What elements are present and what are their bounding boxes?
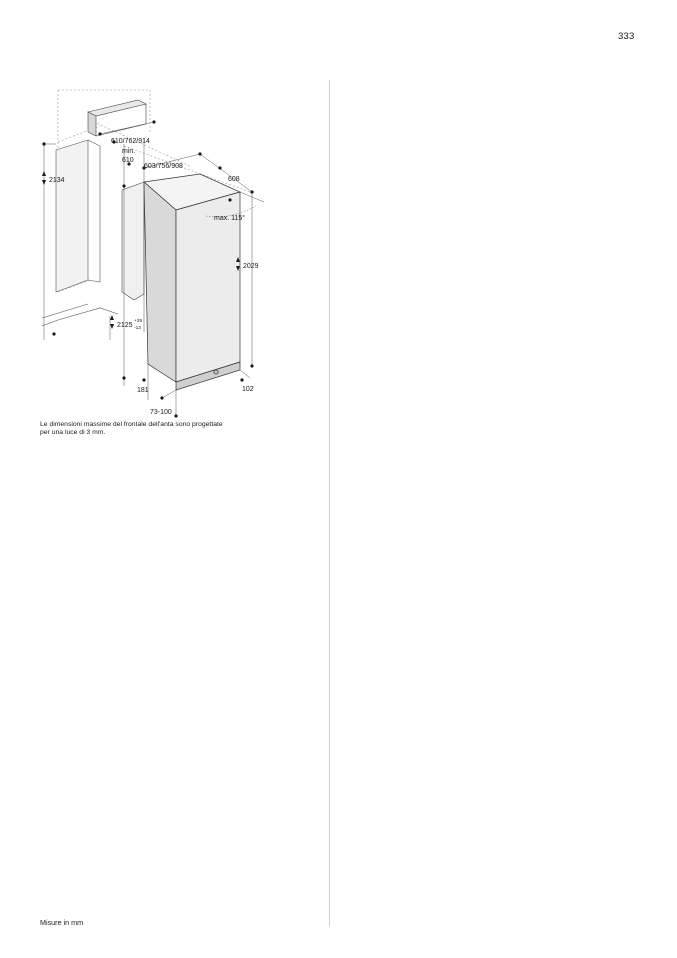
- caption-line-1: Le dimensioni massime del frontale dell'anta sono progettate: [40, 421, 223, 428]
- dim-610-762-914: 610/762/914: [111, 138, 150, 145]
- dim-min-label: min.: [122, 148, 136, 155]
- diagram-caption: [40, 421, 270, 438]
- niche-body: [122, 182, 144, 300]
- appliance-body: [144, 174, 240, 390]
- dim-max-angle: max. 115°: [214, 215, 246, 222]
- cabinet-side-panel: [42, 140, 118, 326]
- units-note: Misure in mm: [40, 918, 84, 927]
- dim-2029: 2029: [243, 263, 259, 270]
- page-number: 333: [618, 31, 635, 42]
- dim-tolerance-minus: -13: [134, 326, 141, 331]
- dim-tolerance-plus: +35: [134, 319, 143, 324]
- column-divider: [329, 80, 330, 926]
- installation-diagram: [30, 82, 280, 422]
- dim-min-610: 610: [122, 157, 134, 164]
- caption-line-2: per una luce di 3 mm.: [40, 429, 106, 437]
- dim-608: 608: [228, 176, 240, 183]
- dim-102: 102: [242, 386, 254, 393]
- dim-181: 181: [137, 387, 149, 394]
- dim-603-756-908: 603/756/908: [144, 163, 183, 170]
- dim-2125: 2125: [117, 322, 133, 329]
- dim-2134: 2134: [49, 177, 65, 184]
- dim-73-100: 73-100: [150, 409, 172, 416]
- top-panel: [88, 100, 146, 136]
